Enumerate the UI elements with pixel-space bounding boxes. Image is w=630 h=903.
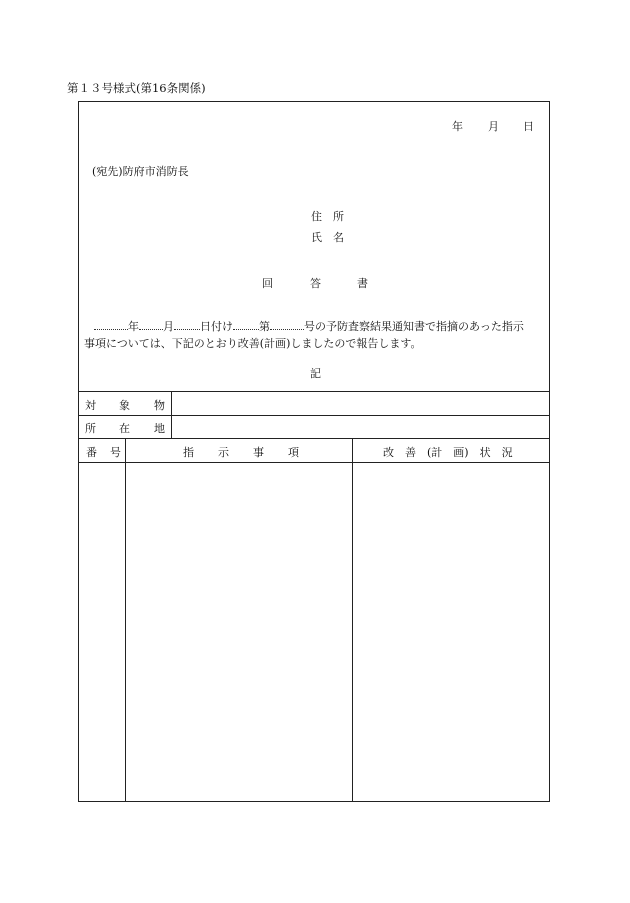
- body-line-2: 事項については、下記のとおり改善(計画)しましたので報告します。: [84, 337, 422, 350]
- date-month-label: 月: [488, 120, 499, 133]
- table-top-line: [78, 391, 550, 392]
- col-instruction-c4: 項: [288, 446, 299, 459]
- target-label-c1: 対: [85, 399, 96, 412]
- notice-number-blank[interactable]: [270, 319, 304, 330]
- title-char-2: 答: [310, 277, 321, 290]
- improvement-entry-area[interactable]: [354, 464, 548, 800]
- prefix-blank[interactable]: [233, 319, 259, 330]
- location-label-c3: 地: [154, 422, 165, 435]
- number-column-divider: [125, 438, 126, 802]
- label-column-divider: [171, 391, 172, 438]
- title-char-3: 書: [357, 277, 368, 290]
- day-blank[interactable]: [174, 319, 200, 330]
- target-object-field[interactable]: [174, 393, 548, 413]
- form-number: 第１３号様式(第16条関係): [67, 81, 206, 95]
- year-blank[interactable]: [94, 319, 128, 330]
- date-year-label: 年: [452, 120, 463, 133]
- col-number-c2: 号: [110, 446, 121, 459]
- table-header-bottom-line: [78, 462, 550, 463]
- col-instruction-c2: 示: [218, 446, 229, 459]
- date-day-label: 日: [523, 120, 534, 133]
- location-field[interactable]: [174, 417, 548, 437]
- body-year: 年: [128, 320, 139, 333]
- target-label-c2: 象: [119, 399, 130, 412]
- target-label-c3: 物: [154, 399, 165, 412]
- body-month: 月: [163, 320, 174, 333]
- body-day: 日付け: [200, 320, 233, 333]
- col-instruction-c3: 事: [253, 446, 264, 459]
- number-entry-area[interactable]: [80, 464, 124, 800]
- addressee: (宛先)防府市消防長: [92, 165, 189, 178]
- table-line-2: [78, 415, 550, 416]
- col-number-c1: 番: [86, 446, 97, 459]
- instruction-entry-area[interactable]: [127, 464, 351, 800]
- ki-heading: 記: [310, 367, 321, 380]
- table-line-3: [78, 438, 550, 439]
- col-instruction-c1: 指: [183, 446, 194, 459]
- address-label: 住 所: [311, 210, 344, 223]
- col-improvement-status: 改 善 (計 画) 状 況: [383, 446, 513, 459]
- body-line1-rest: 号の予防査察結果通知書で指摘のあった指示: [304, 320, 524, 333]
- instruction-column-divider: [352, 438, 353, 802]
- location-label-c1: 所: [85, 422, 96, 435]
- body-line-1: [84, 318, 544, 335]
- title-char-1: 回: [262, 277, 273, 290]
- month-blank[interactable]: [139, 319, 163, 330]
- body-no-prefix: 第: [259, 320, 270, 333]
- location-label-c2: 在: [119, 422, 130, 435]
- name-label: 氏 名: [311, 231, 344, 244]
